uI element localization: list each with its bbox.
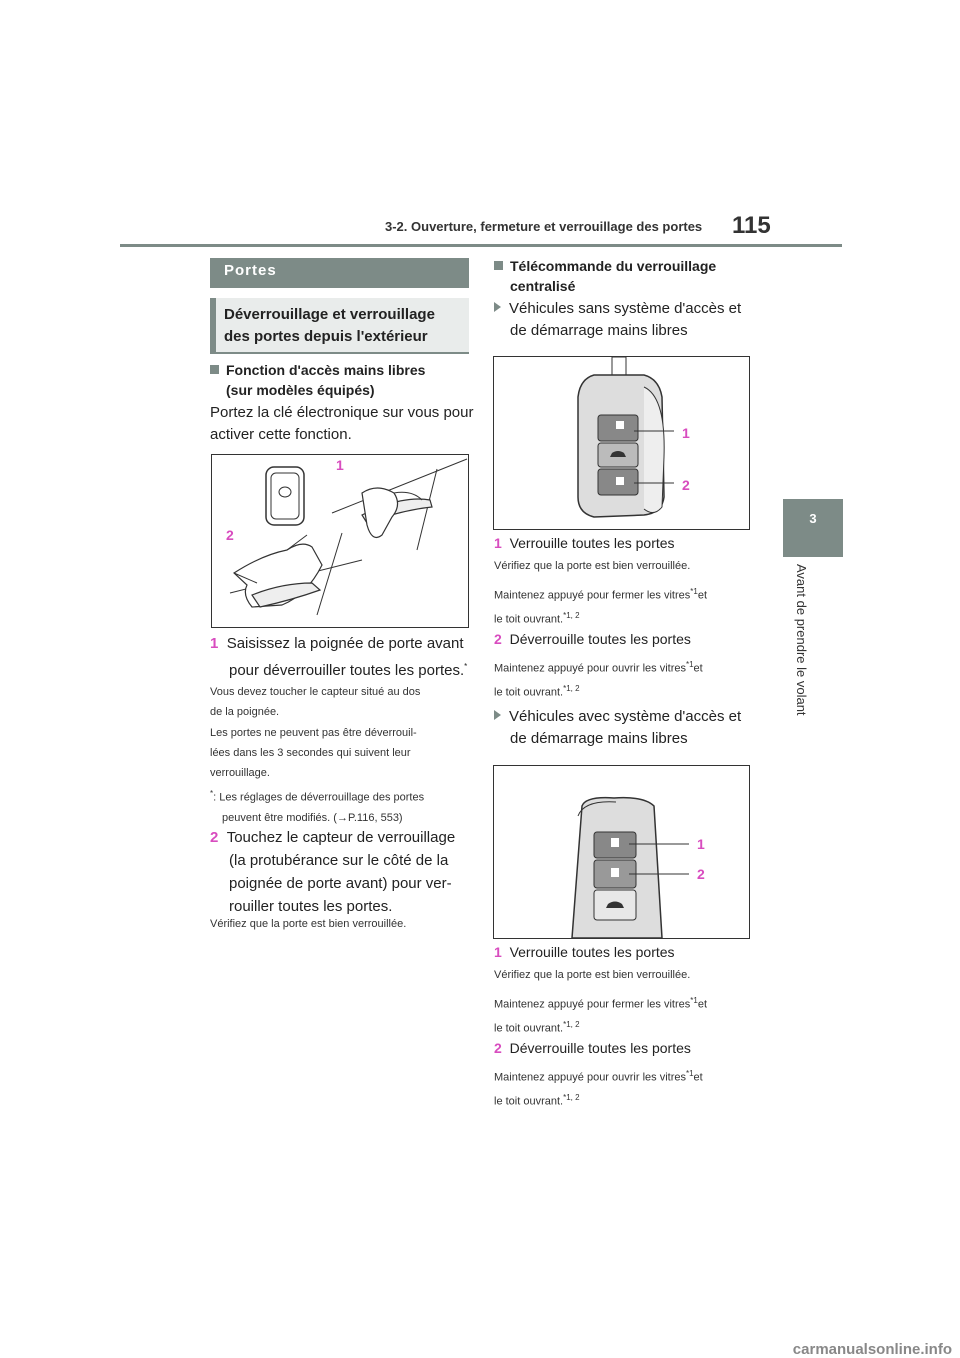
- b-note2-line2: le toit ouvrant.: [494, 1022, 564, 1035]
- sub-a-line1: Véhicules sans système d'accès et: [509, 300, 742, 317]
- page-number: 115: [732, 212, 771, 239]
- a-step1-text: Verrouille toutes les portes: [509, 535, 675, 551]
- left-note1: [210, 682, 420, 722]
- b-note2-et: et: [697, 998, 708, 1011]
- chapter-label: Avant de prendre le volant: [794, 564, 809, 716]
- figure-door-handle: [211, 454, 469, 628]
- step2-line4: rouiller toutes les portes.: [229, 898, 393, 915]
- a-note3-sup1: *1: [685, 660, 694, 669]
- left-note2: [210, 723, 417, 783]
- footnote-mark: *: [210, 789, 214, 798]
- running-header-title: 3-2. Ouverture, fermeture et verrouillage des portes: [385, 219, 703, 234]
- note1-line2: de la poignée.: [210, 706, 280, 718]
- figure-label-2: 2: [226, 527, 234, 543]
- header-rule: [120, 244, 842, 247]
- chapter-number: 3: [809, 511, 817, 526]
- a-note3-et: et: [693, 662, 703, 675]
- chapter-tab: [783, 499, 843, 557]
- a-note3-line2: le toit ouvrant.: [494, 686, 564, 699]
- left-intro-line2: activer cette fonction.: [210, 426, 352, 443]
- arrow-right-icon: →: [336, 811, 348, 824]
- sub-a-line2: de démarrage mains libres: [510, 322, 688, 339]
- door-handle-illustration: [212, 455, 468, 627]
- fig-b-label-1: 1: [697, 836, 705, 852]
- right-sub-a: [494, 298, 741, 342]
- step2-line1: Touchez le capteur de verrouillage: [226, 829, 456, 846]
- step1-line1: Saisissez la poignée de porte avant: [226, 635, 464, 652]
- left-step2-note: Vérifiez que la porte est bien verrouillée.: [210, 918, 407, 930]
- triangle-bullet-icon: [494, 302, 501, 312]
- footnote-line1: : Les réglages de déverrouillage des portes: [213, 791, 425, 804]
- left-step2: [210, 826, 455, 918]
- step2-line2: (la protubérance sur le côté de la: [229, 852, 449, 869]
- subsection-title: [210, 298, 469, 354]
- a-note2-text: Maintenez appuyé pour fermer les vitres: [494, 589, 691, 602]
- step2-number: 2: [210, 829, 219, 846]
- a-note2: [494, 582, 707, 629]
- fig-a-label-1: 1: [682, 425, 690, 441]
- section-title: Portes: [210, 258, 469, 288]
- right-heading-line1: Télécommande du verrouillage: [510, 258, 717, 274]
- b-note1: Vérifiez que la porte est bien verrouillée.: [494, 969, 691, 981]
- right-heading-line2: centralisé: [510, 278, 576, 294]
- left-intro-line1: Portez la clé électronique sur vous pour: [210, 404, 474, 421]
- note1-line1: Vous devez toucher le capteur situé au dos: [210, 686, 421, 698]
- b-note3-sup2: *1, 2: [563, 1092, 580, 1102]
- watermark: carmanualsonline.info: [792, 1341, 952, 1358]
- b-note2-sup1: *1: [690, 996, 698, 1005]
- a-step2: [494, 629, 691, 649]
- a-step2-number: 2: [494, 631, 502, 647]
- b-note3: [494, 1064, 703, 1111]
- right-sub-b: [494, 706, 741, 750]
- b-note3-line2: le toit ouvrant.: [494, 1095, 564, 1108]
- a-note3-sup2: *1, 2: [563, 683, 580, 693]
- a-step1-number: 1: [494, 535, 502, 551]
- b-step2-text: Déverrouille toutes les portes: [509, 1040, 691, 1056]
- left-heading-line1: Fonction d'accès mains libres: [226, 362, 426, 378]
- a-note2-et: et: [697, 589, 708, 602]
- left-heading-line2: (sur modèles équipés): [226, 382, 375, 398]
- b-note3-et: et: [693, 1071, 703, 1084]
- square-bullet-icon: [494, 261, 503, 270]
- b-note2-sup2: *1, 2: [563, 1019, 580, 1029]
- b-step1-number: 1: [494, 944, 502, 960]
- fig-b-label-2: 2: [697, 866, 705, 882]
- b-step2: [494, 1038, 691, 1058]
- a-note3: [494, 655, 703, 702]
- figure-label-1: 1: [336, 457, 344, 473]
- b-step1-text: Verrouille toutes les portes: [509, 944, 675, 960]
- right-heading: [494, 256, 716, 296]
- a-step2-text: Déverrouille toutes les portes: [509, 631, 691, 647]
- figure-remote-flip-key: [493, 356, 750, 530]
- footnote-line2a: peuvent être modifiés. (: [222, 811, 337, 824]
- b-note3-text: Maintenez appuyé pour ouvrir les vitres: [494, 1071, 686, 1084]
- a-note2-sup2: *1, 2: [563, 610, 580, 620]
- note2-line1: Les portes ne peuvent pas être déverrouil-: [210, 727, 417, 739]
- b-note2-text: Maintenez appuyé pour fermer les vitres: [494, 998, 691, 1011]
- sub-b-line1: Véhicules avec système d'accès et: [509, 708, 742, 725]
- step2-line3: poignée de porte avant) pour ver-: [229, 875, 452, 892]
- step1-line2: pour déverrouiller toutes les portes.: [229, 662, 465, 679]
- flip-key-illustration: [494, 357, 749, 529]
- b-step1: [494, 942, 675, 962]
- a-note2-line2: le toit ouvrant.: [494, 613, 564, 626]
- left-step1: [210, 632, 467, 682]
- a-step1: [494, 533, 675, 553]
- a-note1: Vérifiez que la porte est bien verrouillée.: [494, 560, 691, 572]
- step1-footnote-mark: *: [464, 662, 468, 671]
- sub-b-line2: de démarrage mains libres: [510, 730, 688, 747]
- a-note3-text: Maintenez appuyé pour ouvrir les vitres: [494, 662, 686, 675]
- a-note2-sup1: *1: [690, 587, 698, 596]
- left-heading: [210, 360, 425, 400]
- step1-number: 1: [210, 635, 219, 652]
- b-step2-number: 2: [494, 1040, 502, 1056]
- footnote-page-ref[interactable]: P.116, 553): [347, 811, 403, 824]
- subsection-title-line2: des portes depuis l'extérieur: [224, 328, 428, 345]
- subsection-title-line1: Déverrouillage et verrouillage: [224, 306, 435, 323]
- b-note3-sup1: *1: [685, 1069, 694, 1078]
- left-intro: [210, 402, 473, 446]
- b-note2: [494, 991, 707, 1038]
- figure-remote-smart-key: [493, 765, 750, 939]
- triangle-bullet-icon: [494, 710, 501, 720]
- square-bullet-icon: [210, 365, 219, 374]
- left-footnote: [210, 784, 424, 828]
- note2-line2: lées dans les 3 secondes qui suivent leur: [210, 747, 411, 759]
- smart-key-illustration: [494, 766, 749, 938]
- fig-a-label-2: 2: [682, 477, 690, 493]
- note2-line3: verrouillage.: [210, 767, 270, 779]
